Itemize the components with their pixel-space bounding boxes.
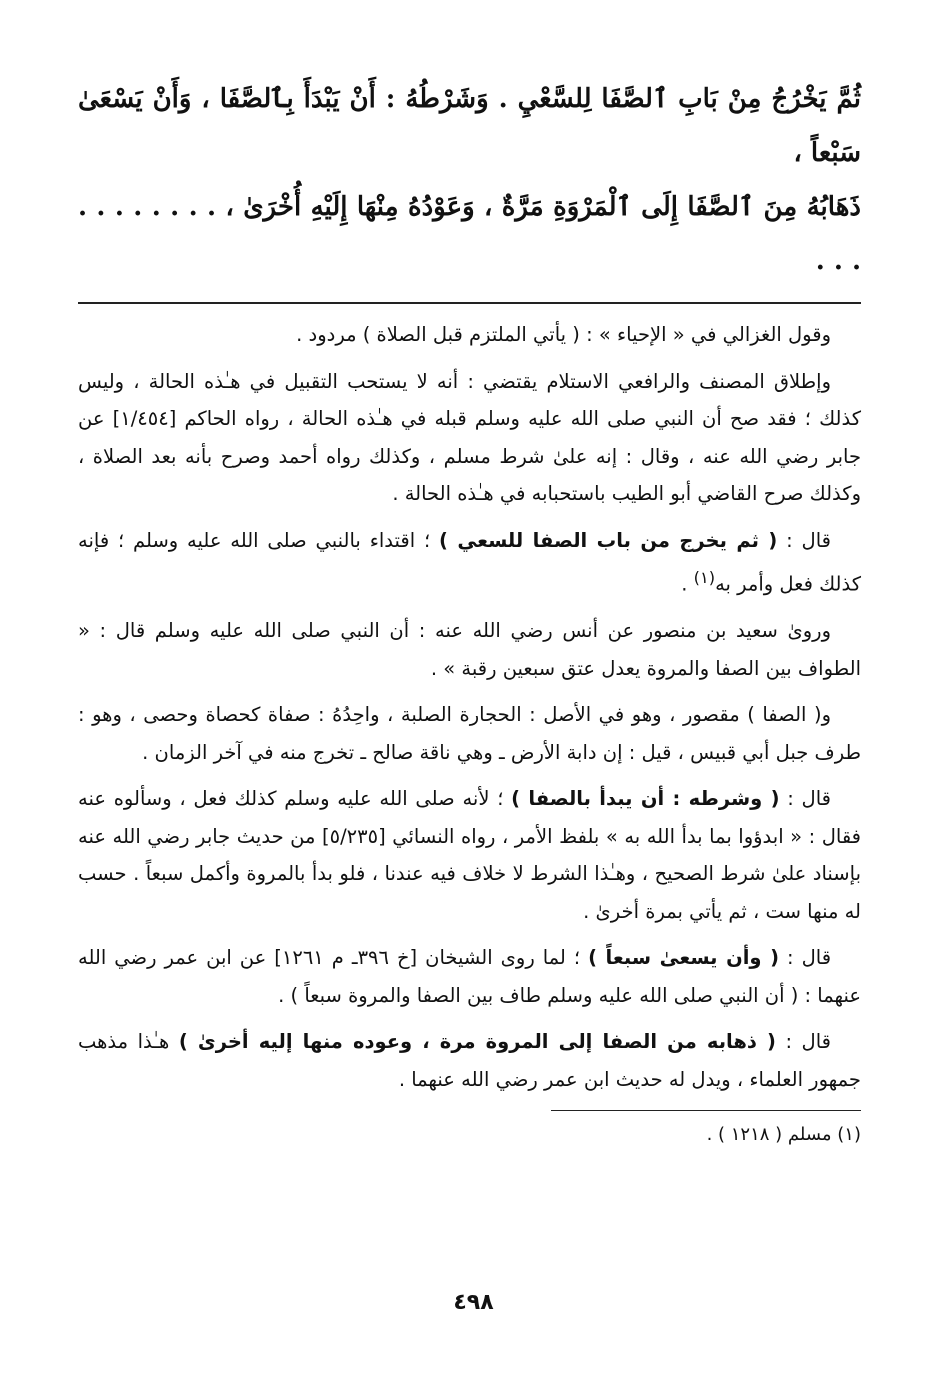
quoted-matn: ( وشرطه : أن يبدأ بالصفا ) bbox=[511, 787, 780, 810]
paragraph-said-ibn-mansur: وروىٰ سعيد بن منصور عن أنس رضي الله عنه : أن النبي صلى الله عليه وسلم قال : « الطواف بين الصفا والمروة يعدل عتق سبعين رقبة » . bbox=[78, 619, 861, 680]
footnotes bbox=[78, 1119, 861, 1151]
footnote-divider bbox=[551, 1110, 861, 1111]
footnote-1: (١) مسلم ( ١٢١٨ ) . bbox=[706, 1124, 861, 1145]
commentary bbox=[78, 316, 861, 1098]
quoted-matn: ( وأن يسعىٰ سبعاً ) bbox=[588, 946, 780, 969]
paragraph-istilam: وإطلاق المصنف والرافعي الاستلام يقتضي : أنه لا يستحب التقبيل في هـٰذه الحالة ، وليس كذلك ؛ فقد صح أن النبي صلى الله عليه وسلم قبله في هـٰذه الحالة ، رواه الحاكم [١/٤٥٤] عن جابر رضي الله عنه ، وقال : إنه علىٰ شرط مسلم ، وكذلك رواه أحمد وصرح بأنه بعد الصلاة ، وكذلك صرح القاضي أبو الطيب باستحبابه في هـٰذه الحالة . bbox=[78, 369, 861, 505]
paragraph-safa-definition: و( الصفا ) مقصور ، وهو في الأصل : الحجارة الصلبة ، واحِدُهُ : صفاة كحصاة وحصى ، وهو : طرف جبل أبي قبيس ، قيل : إن دابة الأرض ـ وهي ناقة صالح ـ تخرج منه في آخر الزمان . bbox=[78, 703, 861, 764]
matn-line-2: ذَهَابُهُ مِنَ ٱلصَّفَا إِلَى ٱلْمَرْوَةِ مَرَّةٌ ، وَعَوْدُهُ مِنْهَا إِلَيْهِ أُخْرَىٰ ، . . . . . . . . . . . bbox=[78, 192, 861, 276]
page-body bbox=[78, 72, 861, 1151]
paragraph-begin-safa: قال : ( وشرطه : أن يبدأ بالصفا ) ؛ لأنه صلى الله عليه وسلم كذلك فعل ، وسألوه عنه فقال : « ابدؤوا بما بدأ الله به » بلفظ الأمر ، رواه النسائي [٥/٢٣٥] من حديث جابر رضي الله عنه بإسناد علىٰ شرط الصحيح ، وهـٰذا الشرط لا خلاف فيه عندنا ، فلو بدأ بالمروة وأكمل سبعاً . حسب له منها ست ، ثم يأتي بمرة أخرىٰ . bbox=[78, 787, 862, 923]
matn-text bbox=[78, 72, 861, 288]
matn-line-1: ثُمَّ يَخْرُجُ مِنْ بَابِ ٱلصَّفَا لِلسَّعْيِ . وَشَرْطُهُ : أَنْ يَبْدَأَ بِٱلصَّفَا ، وَأَنْ يَسْعَىٰ سَبْعاً ، bbox=[78, 84, 861, 168]
paragraph-going-returning: قال : ( ذهابه من الصفا إلى المروة مرة ، وعوده منها إليه أخرىٰ ) هـٰذا مذهب جمهور العلماء ، ويدل له حديث ابن عمر رضي الله عنهما . bbox=[78, 1030, 861, 1091]
paragraph-exit-safa: قال : ( ثم يخرج من باب الصفا للسعي ) ؛ اقتداء بالنبي صلى الله عليه وسلم ؛ فإنه كذلك فعل وأمر به$^{(١)}$ . bbox=[78, 528, 861, 596]
quoted-matn: ( ثم يخرج من باب الصفا للسعي ) bbox=[439, 528, 778, 552]
footnote-ref: (١) bbox=[693, 568, 716, 587]
paragraph-ghazali: وقول الغزالي في « الإحياء » : ( يأتي الملتزم قبل الصلاة ) مردود . bbox=[296, 323, 831, 346]
page-number: ٤٩٨ bbox=[453, 1290, 494, 1315]
matn-divider bbox=[78, 302, 861, 304]
paragraph-seven-laps: قال : ( وأن يسعىٰ سبعاً ) ؛ لما روى الشيخان [خ ٣٩٦ـ م ١٢٦١] عن ابن عمر رضي الله عنهما : ( أن النبي صلى الله عليه وسلم طاف بين الصفا والمروة سبعاً ) . bbox=[78, 946, 861, 1007]
quoted-matn: ( ذهابه من الصفا إلى المروة مرة ، وعوده منها إليه أخرىٰ ) bbox=[178, 1030, 776, 1053]
